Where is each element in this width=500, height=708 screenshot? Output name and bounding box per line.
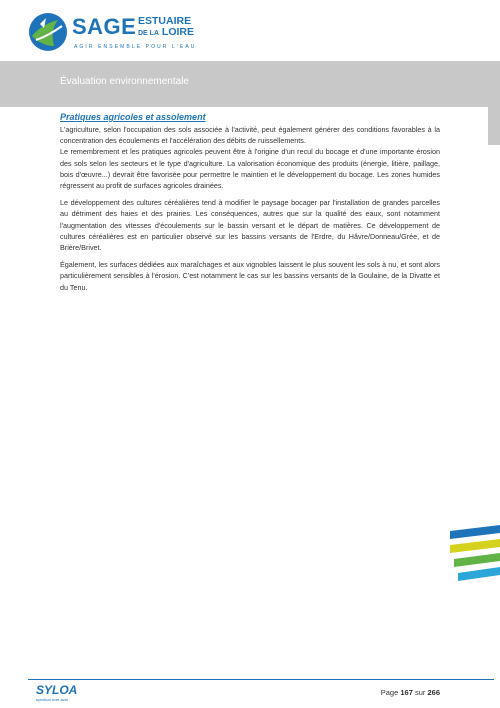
page-number bbox=[381, 688, 440, 697]
footer-divider bbox=[28, 679, 494, 680]
syloa-logo-subtitle: syndicat loire aval bbox=[36, 697, 68, 702]
stripe-green bbox=[454, 553, 500, 567]
page-sep: sur bbox=[414, 688, 426, 697]
paragraph: Le remembrement et les pratiques agricoles peuvent être à l'origine d'un recul du bocage et d'une importante érosion des sols selon les secteurs et le type d'agriculture. La valorisation économique des produits (énergie, litière, paillage, bois d'œuvre...) devrait être favorisée pour permettre le maintien et le développement du bocage. Les zones humides régressent au profit de surfaces agricoles drainées. bbox=[60, 147, 440, 191]
logo-line2-small: DE LA bbox=[138, 30, 159, 37]
stripe-blue bbox=[450, 525, 500, 539]
stripe-cyan bbox=[458, 567, 500, 581]
logo-tagline: AGIR ENSEMBLE POUR L'EAU bbox=[74, 44, 197, 50]
stripe-yellow bbox=[450, 539, 500, 553]
logo-sage-text: SAGE bbox=[72, 14, 137, 39]
header-band-tail bbox=[488, 107, 500, 145]
paragraph: Le développement des cultures céréalières tend à modifier le paysage bocager par l'installation de grandes parcelles au détriment des haies et des prairies. Les conséquences, autres que sur la qualité des eaux, sont notamment l'augmentation des vitesses d'écoulements sur le bassin versant et le départ de matières. Ce développement de cultures céréalières est en particulier observé sur les bassins versants de l'Erdre, du Hâvre/Donneau/Grée, et de Brière/Brivet. bbox=[60, 198, 440, 253]
sage-logo bbox=[28, 12, 198, 56]
header-band bbox=[0, 61, 500, 107]
page-label: Page bbox=[380, 688, 399, 697]
syloa-logo-text: SYLOA bbox=[36, 683, 78, 697]
main-content bbox=[60, 112, 440, 299]
logo-estuaire-text bbox=[138, 16, 194, 39]
paragraph: L'agriculture, selon l'occupation des sols associée à l'activité, peut également générer des conditions favorables à la concentration des écoulements et l'accélération des débits de ruissellements. bbox=[60, 125, 440, 146]
paragraph: Également, les surfaces dédiées aux maraîchages et aux vignobles laissent le plus souvent les sols à nu, et sont alors particulièrement sensibles à l'érosion. C'est notamment le cas sur les bassins versants de la Goulaine, de la Divatte et du Tenu. bbox=[60, 260, 440, 292]
logo-line2-main: LOIRE bbox=[161, 26, 195, 38]
page-current: 167 bbox=[400, 688, 413, 697]
page-total: 266 bbox=[427, 688, 440, 697]
page-title: Évaluation environnementale bbox=[60, 76, 189, 87]
decorative-stripes bbox=[448, 525, 500, 585]
logo-line1: ESTUAIRE bbox=[138, 15, 192, 27]
sage-emblem-icon bbox=[28, 12, 68, 52]
section-title: Pratiques agricoles et assolement bbox=[60, 112, 206, 122]
syloa-logo bbox=[28, 683, 88, 705]
logo-line2 bbox=[138, 27, 194, 39]
